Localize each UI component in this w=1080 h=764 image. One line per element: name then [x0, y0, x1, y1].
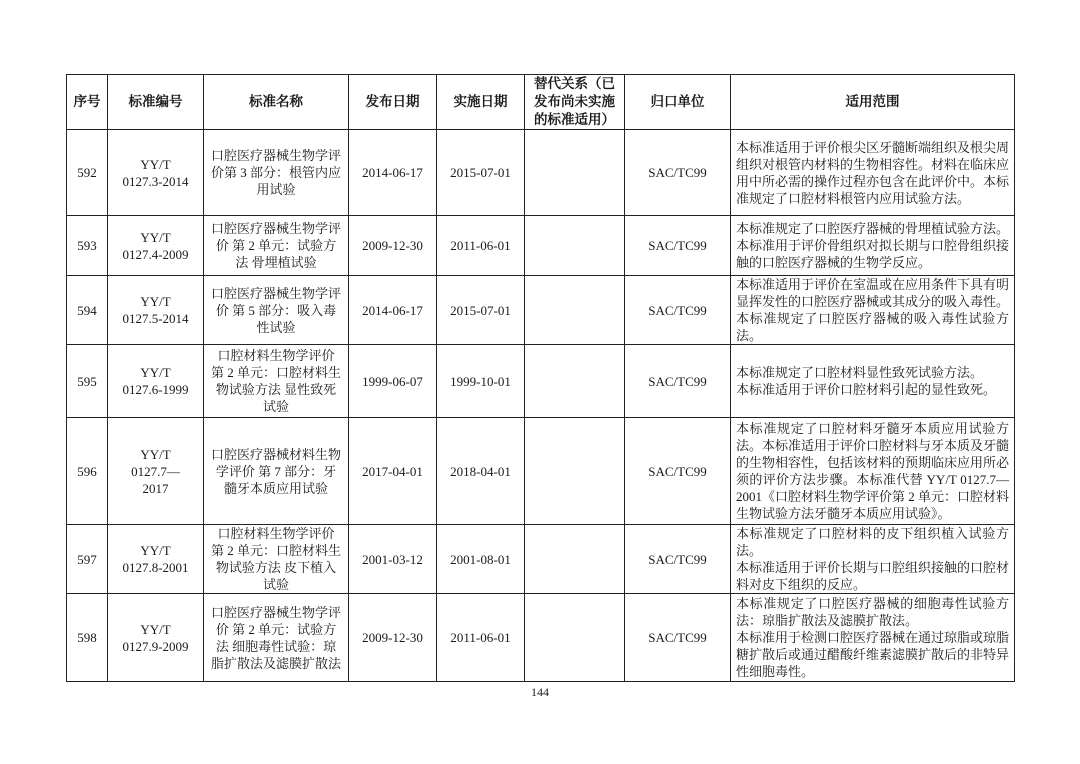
- cell-name: 口腔医疗器械材料生物学评价 第 7 部分：牙髓牙本质应用试验: [204, 418, 349, 525]
- scope-paragraph: 本标准适用于评价口腔材料引起的显性致死。: [736, 382, 997, 397]
- cell-unit: SAC/TC99: [625, 130, 731, 216]
- cell-name: 口腔医疗器械生物学评价 第 2 单元：试验方法 细胞毒性试验：琼脂扩散法及滤膜扩散法: [204, 594, 349, 682]
- scope-paragraph: 本标准适用于评价长期与口腔组织接触的口腔材料对皮下组织的反应。: [736, 560, 1010, 592]
- cell-seq: 595: [67, 345, 108, 418]
- header-name: 标准名称: [204, 75, 349, 130]
- cell-pub-date: 2014-06-17: [349, 130, 437, 216]
- cell-impl-date: 2011-06-01: [437, 594, 525, 682]
- header-impl-date: 实施日期: [437, 75, 525, 130]
- table-row: [67, 345, 1015, 418]
- cell-scope: [731, 418, 1015, 525]
- cell-name: 口腔材料生物学评价 第 2 单元：口腔材料生物试验方法 显性致死试验: [204, 345, 349, 418]
- cell-code: YY/T 0127.7—2017: [108, 418, 204, 525]
- cell-code: YY/T 0127.9-2009: [108, 594, 204, 682]
- scope-paragraph: 本标准规定了口腔材料的皮下组织植入试验方法。: [736, 526, 1009, 558]
- cell-seq: 592: [67, 130, 108, 216]
- cell-scope: [731, 130, 1015, 216]
- header-code: 标准编号: [108, 75, 204, 130]
- cell-unit: SAC/TC99: [625, 594, 731, 682]
- cell-name: 口腔医疗器械生物学评价 第 5 部分：吸入毒性试验: [204, 276, 349, 345]
- header-row: [67, 75, 1015, 130]
- cell-replace: [525, 345, 625, 418]
- table-row: [67, 276, 1015, 345]
- cell-unit: SAC/TC99: [625, 525, 731, 594]
- cell-pub-date: 2017-04-01: [349, 418, 437, 525]
- scope-paragraph: 本标准规定了口腔材料牙髓牙本质应用试验方法。本标准适用于评价口腔材料与牙本质及牙髓的生物相容性，包括该材料的预期临床应用所必须的评价方法步骤。本标准代替 YY/T 0127.7—2001《口腔材料生物学评价第 2 单元：口腔材料生物试验方法牙髓牙本质应用试验》。: [736, 421, 1010, 521]
- cell-impl-date: 1999-10-01: [437, 345, 525, 418]
- cell-seq: 594: [67, 276, 108, 345]
- scope-paragraph: 本标准适用于评价根尖区牙髓断端组织及根尖周组织对根管内材料的生物相容性。材料在临床应用中所必需的操作过程亦包含在此评价中。本标准规定了口腔材料根管内应用试验方法。: [736, 139, 1010, 206]
- cell-pub-date: 2014-06-17: [349, 276, 437, 345]
- cell-impl-date: 2018-04-01: [437, 418, 525, 525]
- cell-seq: 597: [67, 525, 108, 594]
- cell-code: YY/T 0127.6-1999: [108, 345, 204, 418]
- scope-paragraph: 本标准适用于评价在室温或在应用条件下具有明显挥发性的口腔医疗器械或其成分的吸入毒性。本标准规定了口腔医疗器械的吸入毒性试验方法。: [736, 277, 1010, 343]
- cell-seq: 598: [67, 594, 108, 682]
- cell-name: 口腔材料生物学评价 第 2 单元：口腔材料生物试验方法 皮下植入试验: [204, 525, 349, 594]
- page-number: 144: [531, 685, 549, 699]
- cell-scope: [731, 216, 1015, 276]
- header-replace: 替代关系（已发布尚未实施的标准适用）: [525, 75, 625, 130]
- cell-impl-date: 2011-06-01: [437, 216, 525, 276]
- scope-paragraph: 本标准规定了口腔医疗器械的细胞毒性试验方法：琼脂扩散法及滤膜扩散法。: [736, 596, 1009, 628]
- cell-pub-date: 2009-12-30: [349, 216, 437, 276]
- table-row: [67, 525, 1015, 594]
- cell-code: YY/T 0127.3-2014: [108, 130, 204, 216]
- cell-scope: [731, 525, 1015, 594]
- table-row: [67, 594, 1015, 682]
- header-unit: 归口单位: [625, 75, 731, 130]
- cell-code: YY/T 0127.4-2009: [108, 216, 204, 276]
- cell-unit: SAC/TC99: [625, 345, 731, 418]
- cell-name: 口腔医疗器械生物学评价第 3 部分：根管内应用试验: [204, 130, 349, 216]
- cell-replace: [525, 594, 625, 682]
- header-scope: 适用范围: [731, 75, 1015, 130]
- standards-table: [66, 74, 1015, 682]
- cell-impl-date: 2015-07-01: [437, 130, 525, 216]
- cell-name: 口腔医疗器械生物学评价 第 2 单元：试验方法 骨埋植试验: [204, 216, 349, 276]
- cell-scope: [731, 594, 1015, 682]
- scope-paragraph: 本标准用于检测口腔医疗器械在通过琼脂或琼脂糖扩散后或通过醋酸纤维素滤膜扩散后的非特异性细胞毒性。: [736, 630, 1010, 679]
- table-row: [67, 130, 1015, 216]
- cell-impl-date: 2015-07-01: [437, 276, 525, 345]
- table-body: [67, 130, 1015, 682]
- cell-replace: [525, 130, 625, 216]
- cell-unit: SAC/TC99: [625, 276, 731, 345]
- header-seq: 序号: [67, 75, 108, 130]
- header-pub-date: 发布日期: [349, 75, 437, 130]
- scope-paragraph: 本标准规定了口腔材料显性致死试验方法。: [736, 365, 984, 380]
- cell-seq: 596: [67, 418, 108, 525]
- cell-pub-date: 2009-12-30: [349, 594, 437, 682]
- cell-pub-date: 1999-06-07: [349, 345, 437, 418]
- cell-replace: [525, 525, 625, 594]
- cell-replace: [525, 418, 625, 525]
- table-row: [67, 418, 1015, 525]
- table-row: [67, 216, 1015, 276]
- cell-scope: [731, 345, 1015, 418]
- scope-paragraph: 本标准规定了口腔医疗器械的骨埋植试验方法。本标准用于评价骨组织对拟长期与口腔骨组织接触的口腔医疗器械的生物学反应。: [736, 221, 1010, 270]
- cell-unit: SAC/TC99: [625, 216, 731, 276]
- cell-scope: [731, 276, 1015, 345]
- cell-seq: 593: [67, 216, 108, 276]
- cell-pub-date: 2001-03-12: [349, 525, 437, 594]
- cell-replace: [525, 216, 625, 276]
- cell-code: YY/T 0127.5-2014: [108, 276, 204, 345]
- cell-unit: SAC/TC99: [625, 418, 731, 525]
- cell-code: YY/T 0127.8-2001: [108, 525, 204, 594]
- cell-replace: [525, 276, 625, 345]
- cell-impl-date: 2001-08-01: [437, 525, 525, 594]
